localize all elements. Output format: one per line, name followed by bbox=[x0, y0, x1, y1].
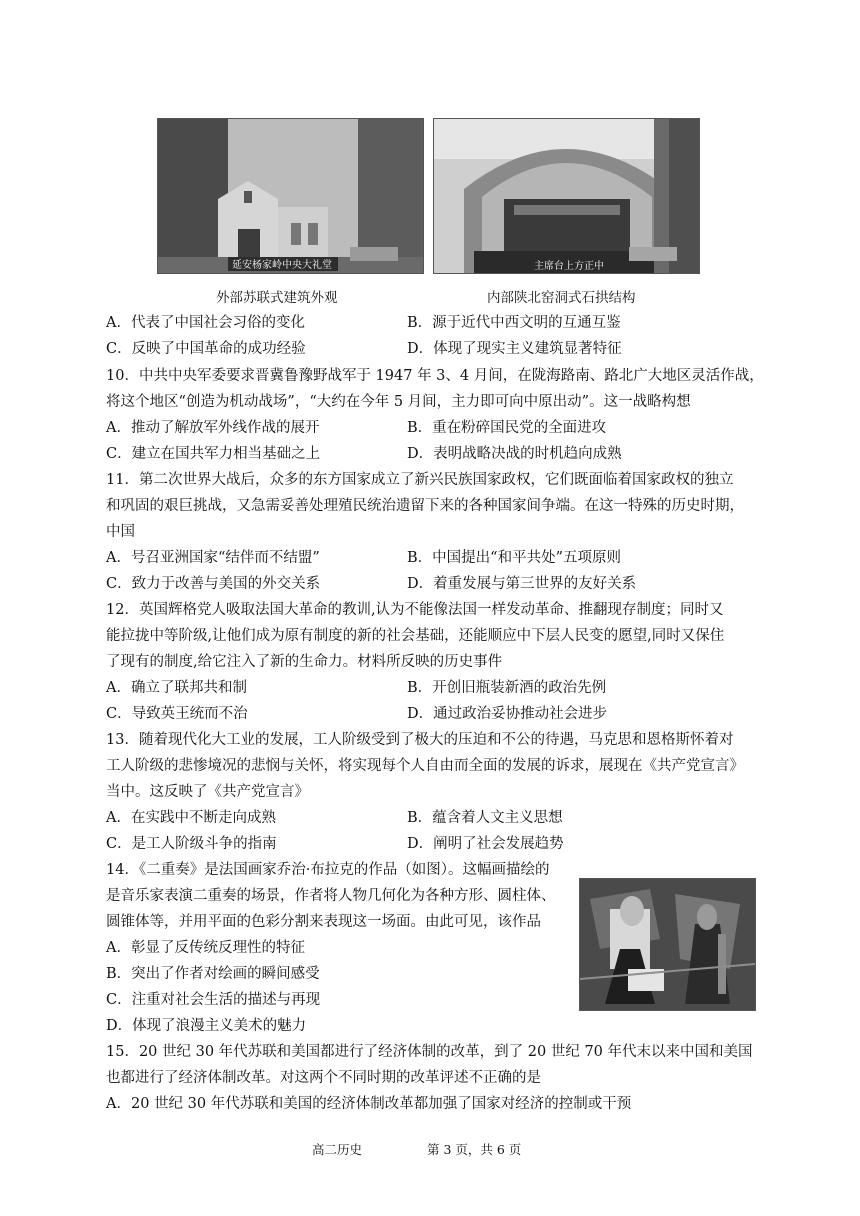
q15-option-a: A．20 世纪 30 年代苏联和美国的经济体制改革都加强了国家对经济的控制或干预 bbox=[106, 1096, 632, 1112]
right-photo-overlay-text: 主席台上方正中 bbox=[534, 261, 604, 272]
q12-option-b: B．开创旧瓶装新酒的政治先例 bbox=[407, 680, 607, 696]
q11-option-d: D．着重发展与第三世界的友好关系 bbox=[407, 576, 637, 592]
q12-stem-line-3: 了现有的制度,给它注入了新的生命力。材料所反映的历史事件 bbox=[106, 654, 503, 670]
q15-stem-line-1: 15．20 世纪 30 年代苏联和美国都进行了经济体制的改革，到了 20 世纪 70 年代末以来中国和美国 bbox=[106, 1044, 753, 1060]
q12-stem-line-2: 能拉拢中等阶级,让他们成为原有制度的新的社会基础，还能顺应中下层人民变的愿望,同时又保住 bbox=[106, 628, 725, 644]
q14-stem-line-2: 是音乐家表演二重奏的场景，作者将人物几何化为各种方形、圆柱体、 bbox=[106, 888, 556, 904]
q14-option-a: A．彰显了反传统反理性的特征 bbox=[106, 940, 305, 956]
right-photo-caption: 内部陕北窑洞式石拱结构 bbox=[487, 290, 636, 306]
q12-option-d: D．通过政治妥协推动社会进步 bbox=[407, 706, 608, 722]
q14-stem-line-3: 圆锥体等，并用平面的色彩分割来表现这一场面。由此可见，该作品 bbox=[106, 914, 541, 930]
q13-option-b: B．蕴含着人文主义思想 bbox=[407, 810, 563, 826]
q11-option-c: C．致力于改善与美国的外交关系 bbox=[106, 576, 321, 592]
q9-option-b: B．源于近代中西文明的互通互鉴 bbox=[407, 315, 621, 331]
q15-stem-line-2: 也都进行了经济体制改革。对这两个不同时期的改革评述不正确的是 bbox=[106, 1070, 541, 1086]
q10-option-a: A．推动了解放军外线作战的展开 bbox=[106, 420, 320, 436]
left-photo-overlay-text: 延安杨家岭中央大礼堂 bbox=[232, 260, 332, 271]
q9-option-c: C．反映了中国革命的成功经验 bbox=[106, 341, 306, 357]
q10-stem-line-1: 10．中共中央军委要求晋冀鲁豫野战军于 1947 年 3、4 月间，在陇海路南、路北广大地区灵活作战， bbox=[106, 368, 764, 384]
left-photo-caption: 外部苏联式建筑外观 bbox=[216, 290, 338, 306]
q14-option-d: D．体现了浪漫主义美术的魅力 bbox=[106, 1018, 307, 1034]
q10-option-b: B．重在粉碎国民党的全面进攻 bbox=[407, 420, 607, 436]
q11-option-b: B．中国提出“和平共处”五项原则 bbox=[407, 550, 621, 566]
q13-stem-line-2: 工人阶级的悲惨境况的悲悯与关怀，将实现每个人自由而全面的发展的诉求，展现在《共产党宣言》 bbox=[106, 758, 744, 774]
auditorium-exterior-photo bbox=[157, 118, 424, 274]
q13-stem-line-3: 当中。这反映了《共产党宣言》 bbox=[106, 784, 309, 800]
auditorium-interior-photo bbox=[433, 118, 700, 274]
q10-option-c: C．建立在国共军力相当基础之上 bbox=[106, 446, 321, 462]
q13-stem-line-1: 13．随着现代化大工业的发展，工人阶级受到了极大的压迫和不公的待遇，马克思和恩格斯怀着对 bbox=[106, 732, 734, 748]
q14-stem-line-1: 14．《二重奏》是法国画家乔治·布拉克的作品（如图）。这幅画描绘的 bbox=[106, 862, 550, 878]
q12-option-c: C．导致英王统而不治 bbox=[106, 706, 248, 722]
q10-stem-line-2: 将这个地区“创造为机动战场”，“大约在今年 5 月间，主力即可向中原出动”。这一战略构想 bbox=[106, 394, 691, 410]
duet-painting-image bbox=[579, 878, 756, 1011]
q12-option-a: A．确立了联邦共和制 bbox=[106, 680, 247, 696]
q13-option-c: C．是工人阶级斗争的指南 bbox=[106, 836, 277, 852]
q11-option-a: A．号召亚洲国家“结伴而不结盟” bbox=[106, 550, 320, 566]
footer-subject: 高二历史 bbox=[312, 1142, 363, 1157]
q11-stem-line-3: 中国 bbox=[106, 524, 135, 540]
cubist-duet-illustration bbox=[580, 879, 755, 1010]
q11-stem-line-2: 和巩固的艰巨挑战，又急需妥善处理殖民统治遗留下来的各种国家间争端。在这一特殊的历史时期， bbox=[106, 498, 744, 514]
q9-option-a: A．代表了中国社会习俗的变化 bbox=[106, 315, 305, 331]
q13-option-a: A．在实践中不断走向成熟 bbox=[106, 810, 276, 826]
q11-stem-line-1: 11．第二次世界大战后，众多的东方国家成立了新兴民族国家政权，它们既面临着国家政权的独立 bbox=[106, 472, 734, 488]
q14-option-c: C．注重对社会生活的描述与再现 bbox=[106, 992, 321, 1008]
q9-option-d: D．体现了现实主义建筑显著特征 bbox=[407, 341, 622, 357]
stage-arch-illustration bbox=[434, 119, 699, 273]
footer-page-number: 第 3 页，共 6 页 bbox=[427, 1142, 522, 1157]
q13-option-d: D．阐明了社会发展趋势 bbox=[407, 836, 564, 852]
q12-stem-line-1: 12．英国辉格党人吸取法国大革命的教训,认为不能像法国一样发动革命、推翻现存制度；同时又 bbox=[106, 602, 724, 618]
q14-option-b: B．突出了作者对绘画的瞬间感受 bbox=[106, 966, 320, 982]
building-exterior-illustration bbox=[158, 119, 423, 273]
q10-option-d: D．表明战略决战的时机趋向成熟 bbox=[407, 446, 622, 462]
